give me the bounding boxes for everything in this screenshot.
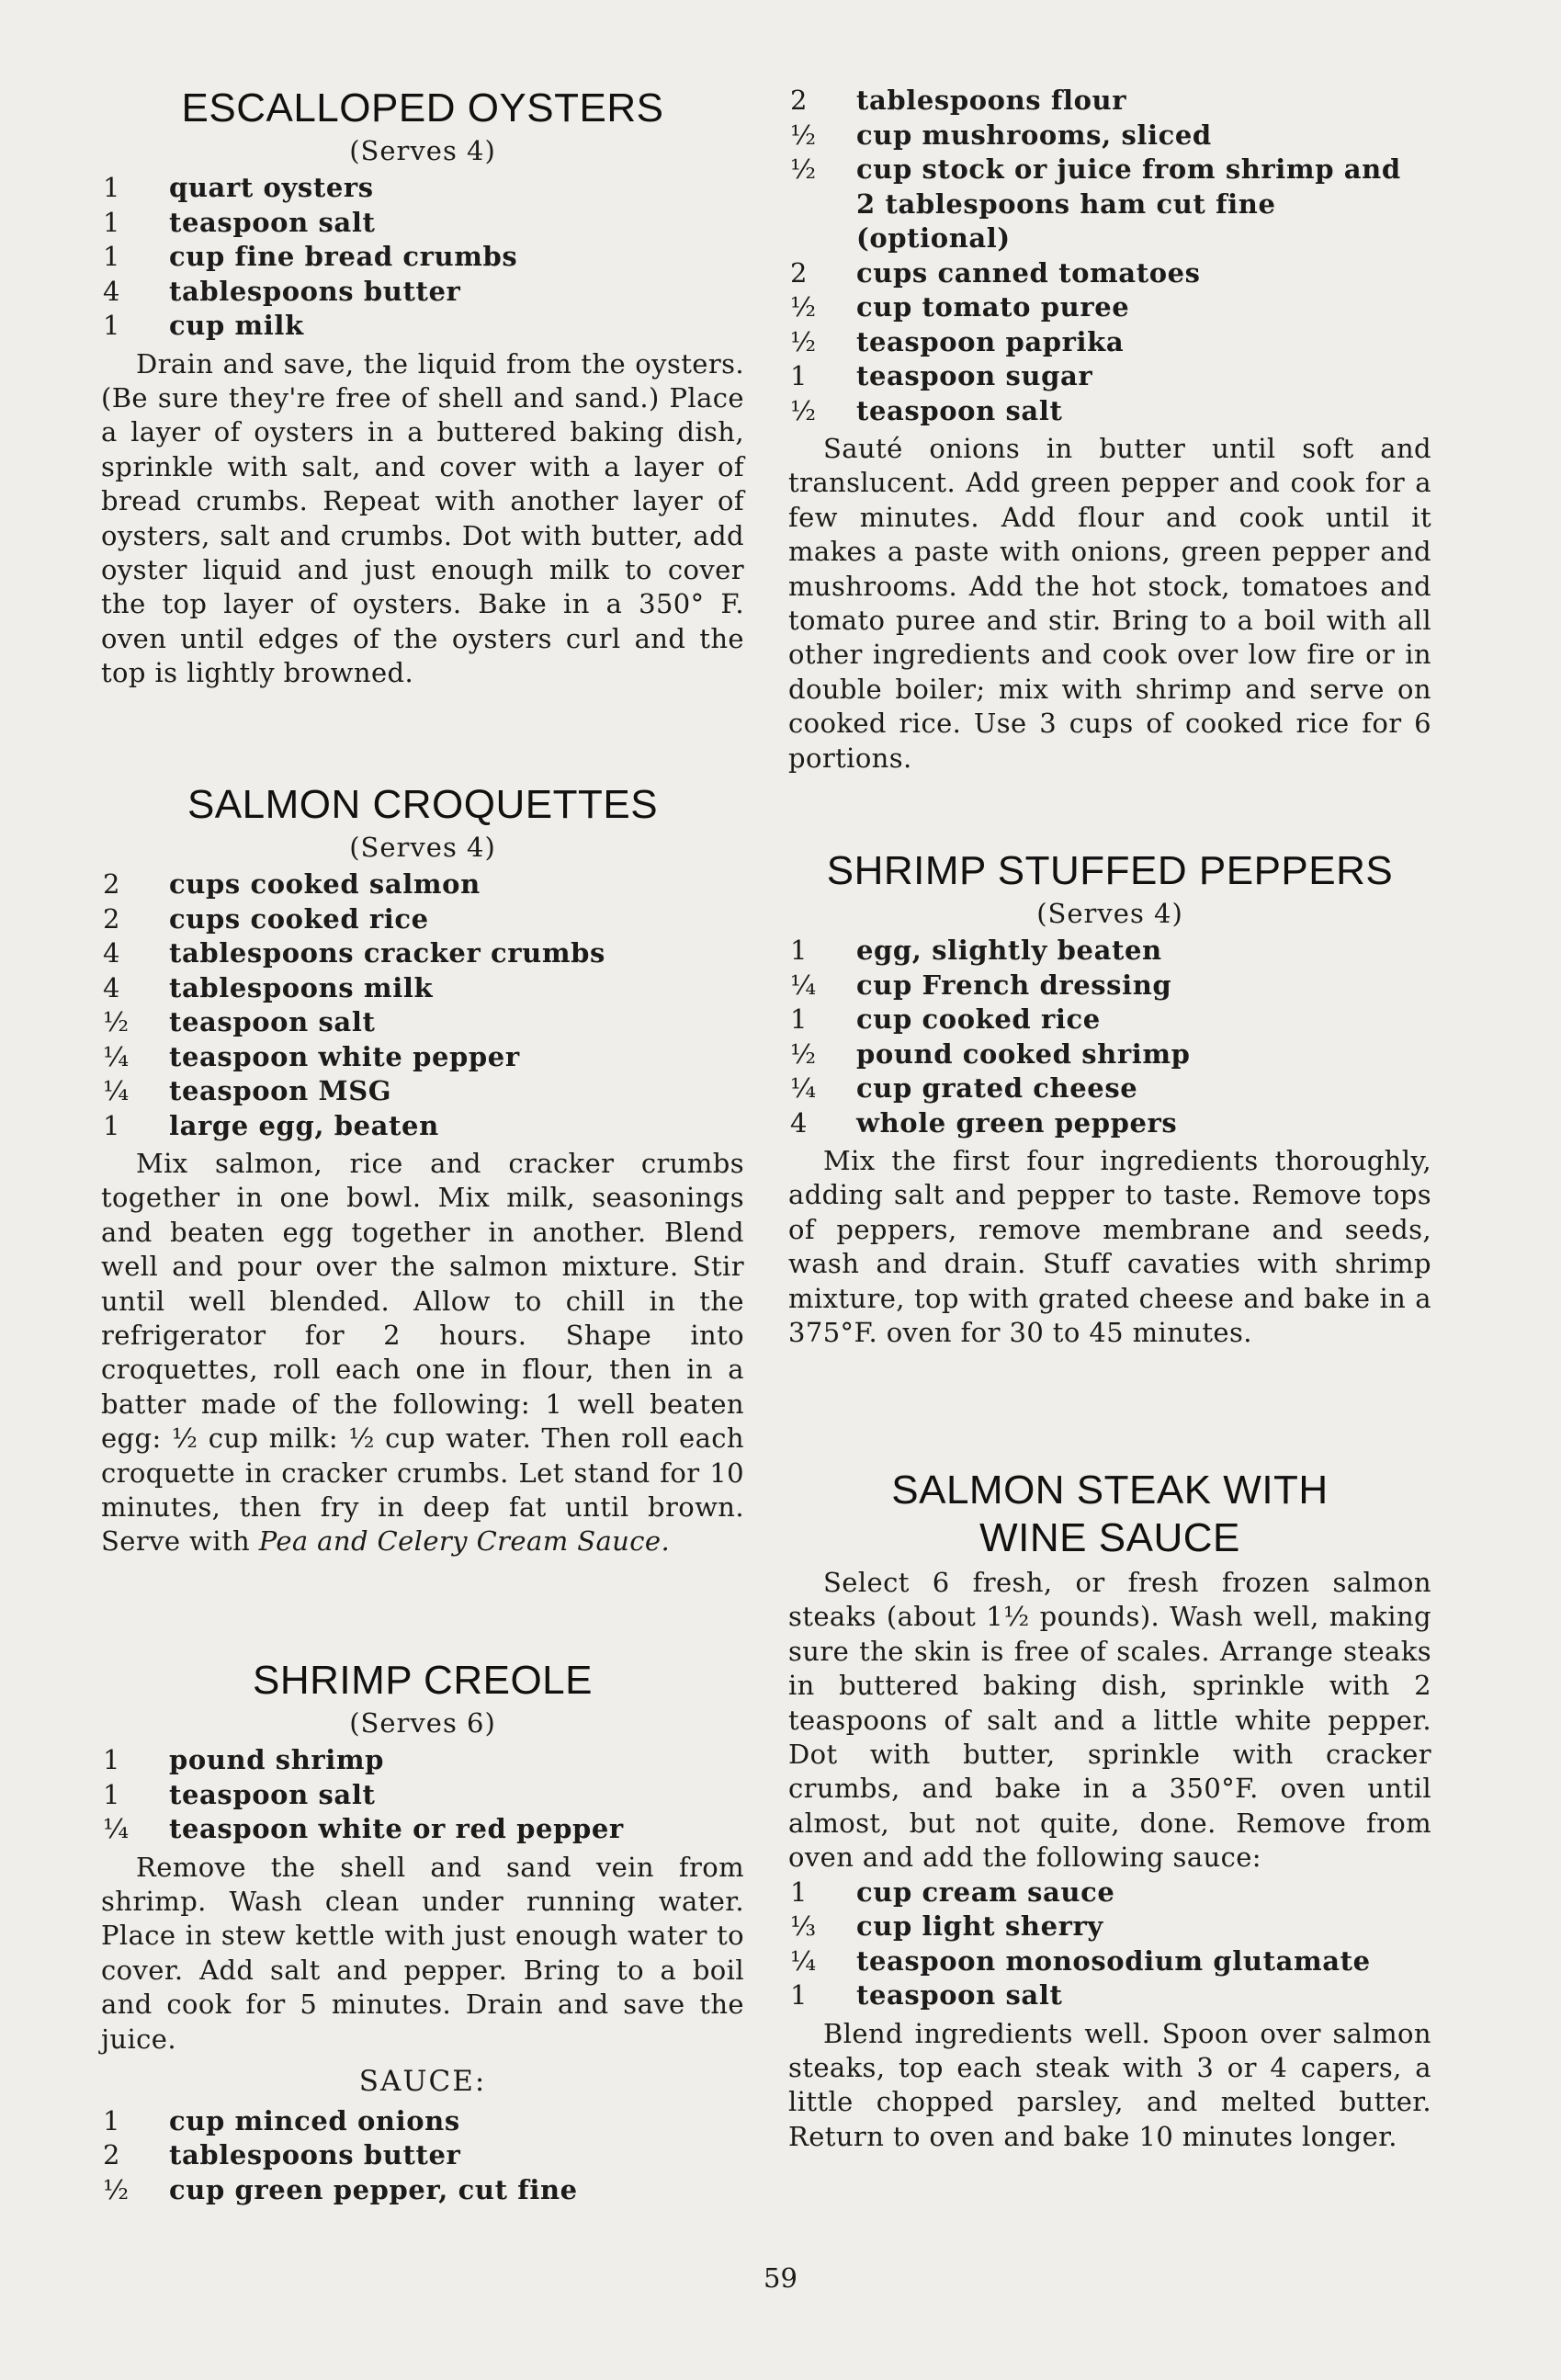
ingredient: 4 tablespoons cracker crumbs xyxy=(103,937,605,969)
recipe-shrimp-creole-continued xyxy=(788,84,1431,776)
ingredient: 2 tablespoons butter xyxy=(103,2139,461,2171)
ingredient: 1 teaspoon salt xyxy=(103,1778,376,1810)
ingredient: 4 tablespoons milk xyxy=(103,971,434,1003)
ingredient: 1 teaspoon salt xyxy=(790,1979,1063,2012)
method-text: Drain and save, the liquid from the oysters. (Be sure they're free of shell and sand.) Place a layer of oysters in a buttered baking dish, sprinkle with salt, and cover with a layer of bread crumbs. Repeat with another layer of oysters, salt and crumbs. Dot with butter, add oyster liquid and just enough milk to cover the top layer of oysters. Bake in a 350° F. oven until edges of the oysters curl and the top is lightly browned. xyxy=(101,347,744,689)
serves-note: (Serves 4) xyxy=(349,135,496,166)
recipe-title-line-2: WINE SAUCE xyxy=(979,1515,1240,1560)
ingredient: 1 cup cooked rice xyxy=(790,1003,1101,1035)
ingredient: 1 teaspoon sugar xyxy=(790,360,1093,391)
recipe-title: SALMON CROQUETTES xyxy=(187,782,659,827)
recipe-title: SHRIMP STUFFED PEPPERS xyxy=(826,848,1394,893)
ingredient: 4 whole green peppers xyxy=(790,1106,1178,1139)
ingredient: ¼ teaspoon monosodium glutamate xyxy=(790,1944,1371,1977)
ingredient: ¼ teaspoon white pepper xyxy=(103,1040,520,1072)
ingredient: ¼ cup grated cheese xyxy=(790,1072,1138,1104)
ingredient: 2 cups cooked salmon xyxy=(103,868,481,900)
serves-note: (Serves 4) xyxy=(1036,898,1183,929)
page-number: 59 xyxy=(764,2262,797,2294)
ingredient: 4 tablespoons butter xyxy=(103,275,461,307)
ingredient: ½ cup tomato puree xyxy=(790,291,1130,323)
recipe-title: SHRIMP CREOLE xyxy=(253,1658,593,1703)
ingredient: 1 pound shrimp xyxy=(103,1744,385,1775)
sauce-heading: SAUCE: xyxy=(358,2064,487,2098)
serves-note: (Serves 4) xyxy=(349,832,496,863)
ingredient: 1 teaspoon salt xyxy=(103,206,376,238)
ingredient: ½ teaspoon salt xyxy=(103,1006,376,1037)
recipe-title: ESCALLOPED OYSTERS xyxy=(181,85,664,130)
ingredient: 1 cup milk xyxy=(103,310,304,341)
ingredient-list xyxy=(101,867,744,1143)
ingredient: 1 cup fine bread crumbs xyxy=(103,241,518,272)
ingredient: 1 egg, slightly beaten xyxy=(790,935,1162,966)
recipe-shrimp-creole xyxy=(101,1657,744,2207)
final-method-text: Blend ingredients well. Spoon over salmon steaks, top each steak with 3 or 4 capers, a little chopped parsley, and melted butter. Return to oven and bake 10 minutes longer. xyxy=(788,2017,1431,2152)
ingredient: ¼ teaspoon white or red pepper xyxy=(103,1813,624,1844)
ingredient: ½ cup stock or juice from shrimp and xyxy=(790,153,1401,185)
ingredient: ⅓ cup light sherry xyxy=(790,1910,1103,1943)
serves-note: (Serves 6) xyxy=(349,1707,496,1739)
sauce-ingredient-list-continued xyxy=(788,84,1431,428)
ingredient-list xyxy=(788,934,1431,1140)
ingredient-list xyxy=(101,171,744,344)
ingredient: ½ cup green pepper, cut fine xyxy=(103,2173,578,2205)
ingredient: 2 tablespoons ham cut fine (optional) xyxy=(856,187,1276,254)
ingredient: 1 quart oysters xyxy=(103,172,374,203)
recipe-salmon-croquettes xyxy=(101,781,744,1559)
ingredient: ½ cup mushrooms, sliced xyxy=(790,119,1212,151)
ingredient: 2 cups canned tomatoes xyxy=(790,256,1201,289)
method-text: Sauté onions in butter until soft and translucent. Add green pepper and cook for a few minutes. Add flour and cook until it makes a paste with onions, green pepper and mushrooms. Add the hot stock, tomatoes and tomato puree and stir. Bring to a boil with all other ingredients and cook over low fire or in double boiler; mix with shrimp and serve on cooked rice. Use 3 cups of cooked rice for 6 portions. xyxy=(788,433,1431,774)
ingredient-list xyxy=(101,1743,744,1847)
ingredient: ¼ teaspoon MSG xyxy=(103,1075,392,1106)
sauce-ingredient-list xyxy=(101,2104,744,2208)
method-text: Remove the shell and sand vein from shrimp. Wash clean under running water. Place in stew kettle with just enough water to cover. Add salt and pepper. Bring to a boil and cook for 5 minutes. Drain and save the juice. xyxy=(101,1851,744,2055)
ingredient: 2 cups cooked rice xyxy=(103,902,429,935)
ingredient: ½ teaspoon paprika xyxy=(790,325,1125,357)
recipe-escalloped-oysters xyxy=(101,85,744,691)
ingredient: ¼ cup French dressing xyxy=(790,969,1172,1001)
ingredient: 1 cup minced onions xyxy=(103,2104,460,2136)
ingredient: 2 tablespoons flour xyxy=(790,85,1127,116)
ingredient: 1 cup cream sauce xyxy=(790,1876,1115,1908)
sauce-reference: Pea and Celery Cream Sauce. xyxy=(258,1525,671,1558)
recipe-salmon-steak xyxy=(788,1467,1431,2154)
method-text: Select 6 fresh, or fresh frozen salmon steaks (about 1½ pounds). Wash well, making sure the skin is free of scales. Arrange steaks in buttered baking dish, sprinkle with 2 teaspoons of salt and a little white pepper. Dot with butter, sprinkle with cracker crumbs, and bake in a 350°F. oven until almost, but not quite, done. Remove from oven and add the following sauce: xyxy=(788,1567,1431,1874)
ingredient: ½ pound cooked shrimp xyxy=(790,1037,1191,1070)
recipe-title-line-1: SALMON STEAK WITH xyxy=(891,1468,1329,1513)
method-text: Mix the first four ingredients thoroughly, adding salt and pepper to taste. Remove tops of peppers, remove membrane and seeds, wash and drain. Stuff cavaties with shrimp mixture, top with grated cheese and bake in a 375°F. oven for 30 to 45 minutes. xyxy=(788,1145,1431,1349)
sauce-ingredient-list xyxy=(788,1876,1431,2013)
recipe-shrimp-stuffed-peppers xyxy=(788,847,1431,1350)
method-text: Mix salmon, rice and cracker crumbs together in one bowl. Mix milk, seasonings and beaten egg together in another. Blend well and pour over the salmon mixture. Stir until well blended. Allow to chill in the refrigerator for 2 hours. Shape into croquettes, roll each one in flour, then in a batter made of the following: 1 well beaten egg: ½ cup milk: ½ cup water. Then roll each croquette in cracker crumbs. Let stand for 10 minutes, then fry in deep fat until brown. Serve with Pea and Celery Cream Sauce. xyxy=(101,1148,744,1558)
ingredient: 1 large egg, beaten xyxy=(103,1109,439,1141)
ingredient: ½ teaspoon salt xyxy=(790,394,1063,426)
